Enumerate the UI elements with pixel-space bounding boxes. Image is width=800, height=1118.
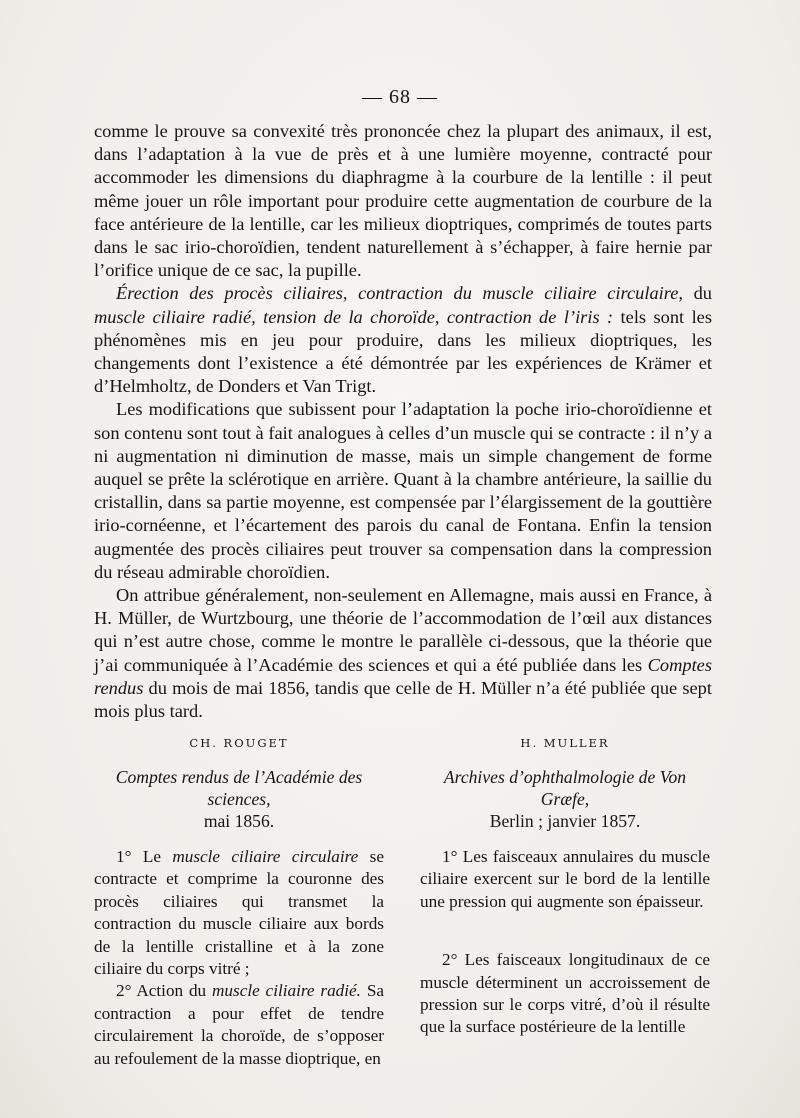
left-column-source-title: Comptes rendus de l’Académie des sciences, bbox=[115, 767, 363, 809]
right-item-2-num: 2° bbox=[442, 950, 465, 970]
paragraph-2 bbox=[94, 282, 712, 398]
paragraph-2-mid: du bbox=[683, 283, 712, 304]
left-item-2-italic: muscle ciliaire radié. bbox=[212, 981, 361, 1001]
comparison-columns bbox=[94, 736, 714, 1066]
paragraph-4 bbox=[94, 584, 712, 723]
left-item-2-num: 2° Action du bbox=[116, 981, 212, 1001]
page-number: — 68 — bbox=[362, 86, 438, 108]
left-item-1-italic: muscle ciliaire circulaire bbox=[172, 847, 359, 866]
paragraph-2-italic-2: muscle ciliaire radié, tension de la choroïde, contraction de l’iris : bbox=[94, 306, 614, 327]
left-item-1-text: se contracte et comprime la couronne des procès ciliaires qui transmet la contraction du muscle ciliaire aux bords de la lentille cristalline et à la zone ciliaire du corps vitré ; bbox=[94, 847, 384, 979]
left-column bbox=[94, 736, 384, 1070]
left-item-2-text: Sa contraction a pour effet de tendre circulairement la choroïde, de s’opposer au refoulement de la masse dioptrique, en bbox=[94, 981, 385, 1068]
right-column-source-title: Archives d’ophthalmologie de Von Græfe, bbox=[443, 767, 687, 809]
left-column-source bbox=[94, 766, 384, 832]
paragraph-2-italic: Érection des procès ciliaires, contraction du muscle ciliaire circulaire, bbox=[116, 283, 683, 304]
right-column-heading: H. MULLER bbox=[520, 736, 610, 750]
right-item-1-text: Les faisceaux annulaires du muscle ciliaire exercent sur le bord de la lentille une pression qui augmente son épaisseur. bbox=[420, 847, 710, 911]
left-column-source-date: mai 1856. bbox=[203, 811, 275, 831]
right-item-2 bbox=[420, 949, 710, 1039]
right-item-2-text: Les faisceaux longitudinaux de ce muscle déterminent un accroissement de pression sur le corps vitré, d’où il résulte que la surface postérieure de la lentille bbox=[420, 950, 710, 1037]
paragraph-2-rest: tels sont les phénomènes mis en jeu pour produire, dans les milieux dioptriques, les changements dont l’existence a été démontrée par les expériences de Krämer et d’Helmholtz, de Donders et Van Trigt. bbox=[94, 306, 712, 397]
right-column-source-date: Berlin ; janvier 1857. bbox=[489, 811, 641, 831]
right-column bbox=[420, 736, 710, 1039]
right-column-source bbox=[420, 766, 710, 832]
left-item-1 bbox=[94, 846, 384, 980]
left-item-1-num: 1° Le bbox=[116, 847, 173, 866]
paragraph-4-a: On attribue généralement, non-seulement en Allemagne, mais aussi en France, à H. Müller, de Wurtzbourg, une théorie de l’accommodation de l’œil aux distances qui n’est autre chose, comme le montre le parallèle ci-dessous, que la théorie que j’ai communiquée à l’Académie des sciences et qui a été publiée dans les bbox=[94, 585, 712, 675]
left-column-heading: CH. ROUGET bbox=[189, 736, 289, 750]
body-text bbox=[94, 120, 712, 723]
right-item-1 bbox=[420, 846, 710, 913]
paragraph-3: Les modifications que subissent pour l’adaptation la poche irio-choroïdienne et son contenu sont tout à fait analogues à celles d’un muscle qui se contracte : il n’y a ni augmentation ni diminution de masse, mais un simple changement de forme auquel se prête la sclérotique en arrière. Quant à la chambre antérieure, la saillie du cristallin, dans sa partie moyenne, est compensée par l’élargissement de la gouttière irio-cornéenne, et l’écartement des parois du canal de Fontana. Enfin la tension augmentée des procès ciliaires peut trouver sa compensation dans la compression du réseau admirable choroïdien. bbox=[94, 399, 712, 582]
right-item-1-num: 1° bbox=[442, 847, 463, 866]
paragraph-4-italic: Comptes rendus bbox=[94, 654, 712, 698]
left-item-2 bbox=[94, 980, 384, 1070]
paragraph-4-b: du mois de mai 1856, tandis que celle de H. Müller n’a été publiée que sept mois plus tard. bbox=[94, 677, 712, 722]
paragraph-1: comme le prouve sa convexité très prononcée chez la plupart des animaux, il est, dans l’adaptation à la vue de près et à une lumière moyenne, contracté pour accommoder les dimensions du diaphragme à la courbure de la lentille : il peut même jouer un rôle important pour produire cette augmentation de courbure de la face antérieure de la lentille, car les milieux dioptriques, comprimés de toutes parts dans le sac irio-choroïdien, tendent naturellement à s’échapper, à faire hernie par l’orifice unique de ce sac, la pupille. bbox=[94, 121, 712, 281]
